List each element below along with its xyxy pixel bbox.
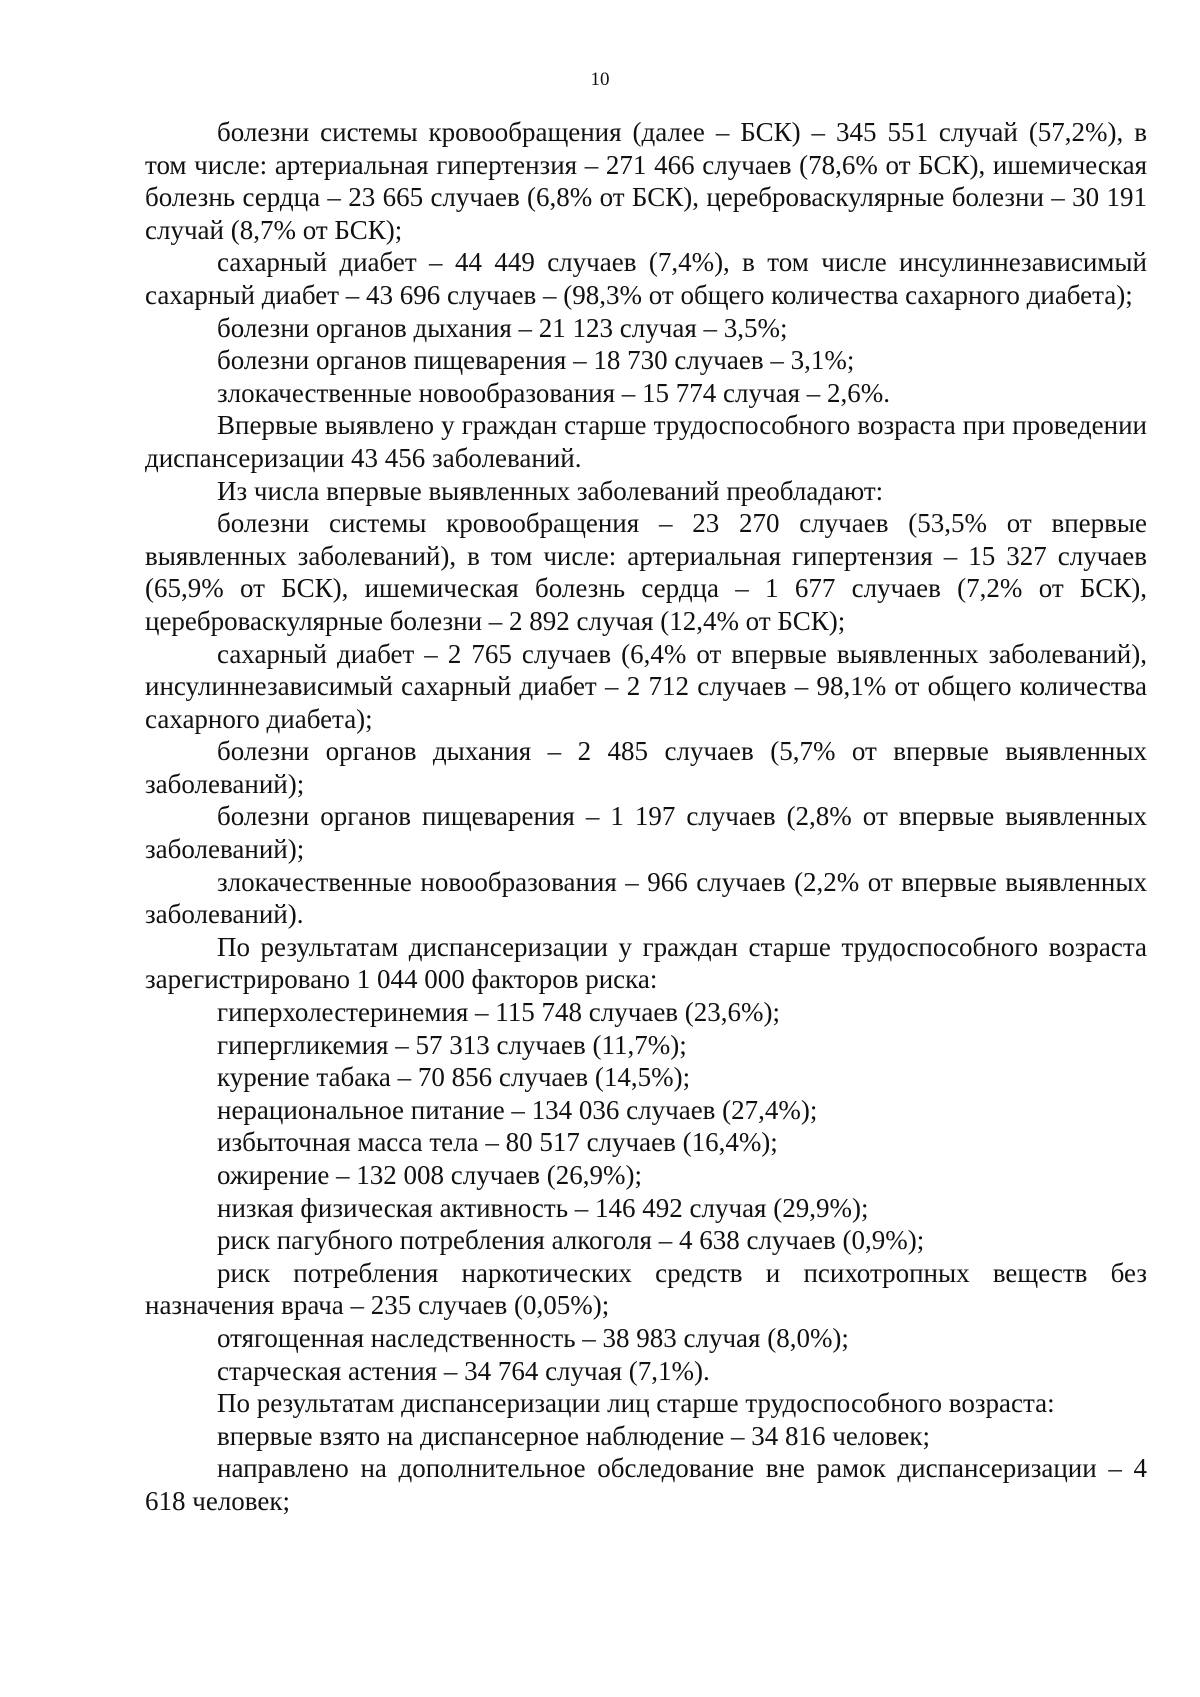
paragraph-first-detected-digestive: болезни органов пищеварения – 1 197 случаев (2,8% от впервые выявленных заболеваний); (145, 801, 1147, 865)
page-number: 10 (590, 69, 610, 90)
paragraph-first-detected-intro: Из числа впервые выявленных заболеваний преобладают: (217, 475, 884, 506)
paragraph-diabetes: сахарный диабет – 44 449 случаев (7,4%), в том числе инсулиннезависимый сахарный диабет – 43 696 случаев – (98,3% от общего количества сахарного диабета); (145, 247, 1147, 310)
paragraph-first-detected-respiratory: болезни органов дыхания – 2 485 случаев (5,7% от впервые выявленных заболеваний); (145, 736, 1147, 799)
paragraph-digestive-diseases: болезни органов пищеварения – 18 730 случаев – 3,1%; (217, 345, 855, 376)
paragraph-risk-obesity: ожирение – 132 008 случаев (26,9%); (217, 1160, 643, 1190)
paragraph-results-additional-examination: направлено на дополнительное обследование вне рамок диспансеризации – 4 618 человек; (145, 1453, 1147, 1516)
paragraph-risk-senile-asthenia: старческая астения – 34 764 случая (7,1%). (217, 1355, 710, 1386)
paragraph-risk-hyperglycemia: гипергликемия – 57 313 случаев (11,7%); (217, 1029, 687, 1060)
paragraph-first-detected-circulatory: болезни системы кровообращения – 23 270 случаев (53,5% от впервые выявленных заболеваний), в том числе: артериальная гипертензия – 15 327 случаев (65,9% от БСК), ишемическая болезнь сердца – 1 677 случаев (7,2% от БСК), цереброваскулярные болезни – 2 892 случая (12,4% от БСК); (145, 508, 1147, 636)
paragraph-results-intro: По результатам диспансеризации лиц старше трудоспособного возраста: (217, 1388, 1055, 1419)
paragraph-risk-factors-intro: По результатам диспансеризации у граждан старше трудоспособного возраста зарегистрировано 1 044 000 факторов риска: (145, 931, 1147, 995)
paragraph-malignant-neoplasms: злокачественные новообразования – 15 774 случая – 2,6%. (217, 377, 890, 408)
paragraph-risk-alcohol: риск пагубного потребления алкоголя – 4 638 случаев (0,9%); (217, 1225, 925, 1256)
paragraph-first-detected-total: Впервые выявлено у граждан старше трудоспособного возраста при проведении диспансеризации 43 456 заболеваний. (145, 410, 1147, 473)
paragraph-risk-drugs: риск потребления наркотических средств и психотропных веществ без назначения врача – 235 случаев (0,05%); (145, 1257, 1147, 1321)
paragraph-first-detected-diabetes: сахарный диабет – 2 765 случаев (6,4% от впервые выявленных заболеваний), инсулиннезависимый сахарный диабет – 2 712 случаев – 98,1% от общего количества сахарного диабета); (145, 638, 1147, 734)
paragraph-risk-hypercholesterolemia: гиперхолестеринемия – 115 748 случаев (23,6%); (217, 997, 781, 1028)
document-body (145, 116, 1147, 1518)
paragraph-results-dispensary-observation: впервые взято на диспансерное наблюдение – 34 816 человек; (217, 1420, 930, 1451)
paragraph-risk-overweight: избыточная масса тела – 80 517 случаев (16,4%); (217, 1127, 778, 1158)
paragraph-first-detected-malignant: злокачественные новообразования – 966 случаев (2,2% от впервые выявленных заболеваний). (145, 866, 1147, 930)
paragraph-risk-heredity: отягощенная наследственность – 38 983 случая (8,0%); (217, 1322, 849, 1353)
paragraph-risk-smoking: курение табака – 70 856 случаев (14,5%); (217, 1062, 691, 1093)
paragraph-respiratory-diseases: болезни органов дыхания – 21 123 случая – 3,5%; (217, 312, 788, 343)
paragraph-circulatory-diseases: болезни системы кровообращения (далее – БСК) – 345 551 случай (57,2%), в том числе: артериальная гипертензия – 271 466 случаев (78,6% от БСК), ишемическая болезнь сердца – 23 665 случаев (6,8% от БСК), цереброваскулярные болезни – 30 191 случай (8,7% от БСК); (145, 117, 1147, 245)
paragraph-risk-low-activity: низкая физическая активность – 146 492 случая (29,9%); (217, 1192, 869, 1223)
paragraph-risk-poor-diet: нерациональное питание – 134 036 случаев (27,4%); (217, 1094, 818, 1125)
